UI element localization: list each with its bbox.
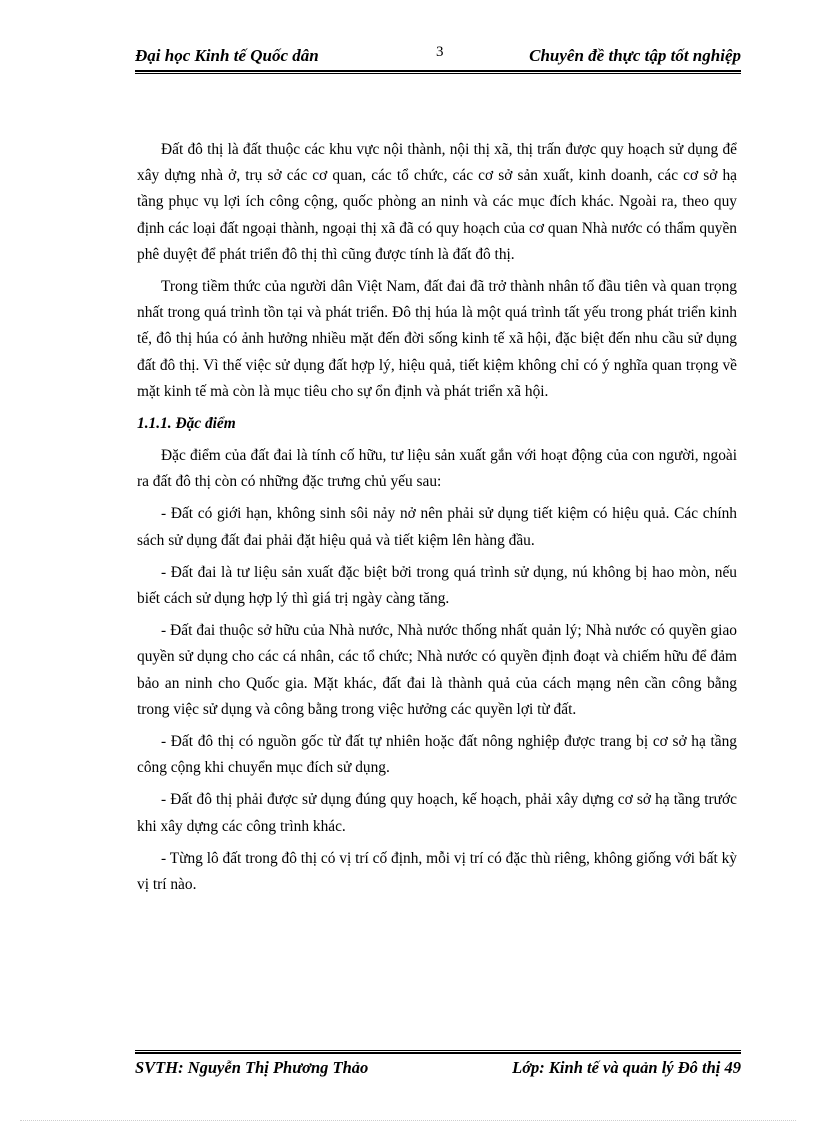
list-item-paragraph: - Đất có giới hạn, không sinh sôi nảy nở nên phải sử dụng tiết kiệm có hiệu quả. Các chính sách sử dụng đất đai phải đặt hiệu quả và tiết kiệm lên hàng đầu. [137,505,737,549]
header-university: Đại học Kinh tế Quốc dân [135,46,319,65]
list-item-paragraph: - Đất đô thị có nguồn gốc từ đất tự nhiên hoặc đất nông nghiệp được trang bị cơ sở hạ tầng công cộng khi chuyển mục đích sử dụng. [137,733,737,777]
page-number: 3 [436,44,444,60]
list-item-paragraph: - Đất đai thuộc sở hữu của Nhà nước, Nhà nước thống nhất quản lý; Nhà nước có quyền giao quyền sử dụng cho các cá nhân, các tổ chức; Nhà nước có quyền định đoạt và chiếm hữu để đảm bảo an ninh cho Quốc gia. Mặt khác, đất đai là thành quả của cách mạng nên cần công bằng trong việc sử dụng và công bằng trong việc hưởng các quyền lợi từ đất. [137,622,737,718]
page-footer [135,1058,741,1082]
header-document-type: Chuyên đề thực tập tốt nghiệp [529,46,741,65]
header-rule-thick [135,70,741,72]
body-paragraph: Đất đô thị là đất thuộc các khu vực nội thành, nội thị xã, thị trấn được quy hoạch sử dụng để xây dựng nhà ở, trụ sở các cơ quan, các tổ chức, các cơ sở sản xuất, kinh doanh, các cơ sở hạ tầng phục vụ lợi ích công cộng, quốc phòng an ninh và các mục đích khác. Ngoài ra, theo quy định các loại đất ngoại thành, ngoại thị xã đã có quy hoạch của cơ quan Nhà nước có thẩm quyền phê duyệt để phát triển đô thị thì cũng được tính là đất đô thị. [137,141,737,263]
page-header [135,44,741,72]
list-item-paragraph: - Đất đô thị phải được sử dụng đúng quy hoạch, kế hoạch, phải xây dựng cơ sở hạ tầng trước khi xây dựng các công trình khác. [137,791,737,835]
body-paragraph: Trong tiềm thức của người dân Việt Nam, đất đai đã trở thành nhân tố đầu tiên và quan trọng nhất trong quá trình tồn tại và phát triển. Đô thị húa là một quá trình tất yếu trong phát triển kinh tế, đô thị húa có ảnh hưởng nhiều mặt đến đời sống kinh tế xã hội, đặc biệt đến nhu cầu sử dụng đất đô thị. Vì thế việc sử dụng đất hợp lý, hiệu quả, tiết kiệm không chỉ có ý nghĩa quan trọng về mặt kinh tế mà còn là mục tiêu cho sự ổn định và phát triển xã hội. [137,278,737,400]
footer-rule-thin [135,1050,741,1051]
list-item-paragraph: - Từng lô đất trong đô thị có vị trí cố định, mỗi vị trí có đặc thù riêng, không giống với bất kỳ vị trí nào. [137,849,737,894]
footer-student-name: SVTH: Nguyễn Thị Phương Thảo [135,1058,369,1077]
body-paragraph: Đặc điểm của đất đai là tính cố hữu, tư liệu sản xuất gắn với hoạt động của con người, ngoài ra đất đô thị còn có những đặc trưng chủ yếu sau: [137,447,737,491]
header-rule-thin [135,73,741,74]
page-edge-divider [20,1120,796,1121]
footer-rule-thick [135,1052,741,1054]
section-heading: 1.1.1. Đặc điểm [137,415,236,433]
list-item-paragraph: - Đất đai là tư liệu sản xuất đặc biệt bởi trong quá trình sử dụng, nú không bị hao mòn, nếu biết cách sử dụng hợp lý thì giá trị ngày càng tăng. [137,563,737,608]
footer-class-name: Lớp: Kinh tế và quản lý Đô thị 49 [512,1058,741,1077]
page-body [137,137,737,904]
